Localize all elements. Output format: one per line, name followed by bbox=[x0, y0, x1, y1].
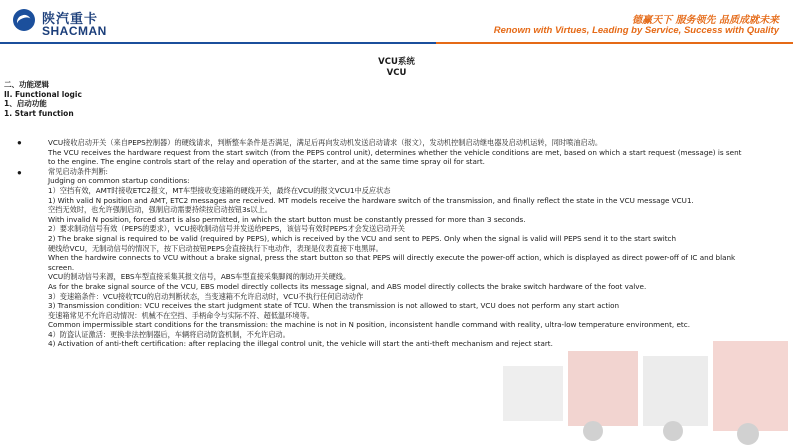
para-c2c-en: As for the brake signal source of the VCU, EBS model directly collects its message signal, and ABS model directly collects the brake switch hardware of the foot valve. bbox=[48, 281, 647, 291]
para-b1-en: The VCU receives the hardware request from the start switch (from the PEPS control unit), determines whether the vehicle conditions are met, based on which a start request (message) is sent to the engine. The engine controls start of the relay and operation of the starter, and at the same time spray oil for start. bbox=[48, 147, 742, 167]
para-c2-en: 2) The brake signal is required to be valid (required by PEPS), which is received by the VCU and sent to PEPS. Only when the signal is valid will PEPS send it to the start switch bbox=[48, 233, 677, 243]
header-bar bbox=[0, 0, 793, 42]
para-c1b-en: With invalid N position, forced start is also permitted, in which the start button must be constantly pressed for more than 3 seconds. bbox=[48, 214, 526, 224]
para-c2c-cn: VCU的制动信号来源，EBS车型直接采集其报文信号，ABS车型直接采集脚阀的制动开关硬线。 bbox=[48, 272, 351, 282]
section-sub-cn: 1、启动功能 bbox=[4, 99, 47, 108]
bullet-dot: ● bbox=[17, 138, 22, 147]
shacman-logo-icon bbox=[13, 9, 35, 31]
para-c2b-en: When the hardwire connects to VCU without a brake signal, press the start button so that PEPS will directly execute the power-off action, which is displayed as direct power-off of IC and blank screen. bbox=[48, 253, 736, 272]
para-c4-cn: 4）防盗认证激活：更换非法控制器后，车辆将启动防盗机制，不允许启动。 bbox=[48, 329, 290, 339]
para-c3b-en: Common impermissible start conditions for the transmission: the machine is not in N position, inconsistent handle command with reality, ultra-low temperature environment, etc. bbox=[48, 320, 690, 330]
para-c4-en: 4) Activation of anti-theft certification: after replacing the illegal control unit, the vehicle will start the anti-theft mechanism and reject start. bbox=[48, 339, 553, 349]
slogan-cn: 德赢天下 服务领先 品质成就未来 bbox=[632, 15, 779, 26]
section-h-cn: 二、功能逻辑 bbox=[4, 80, 49, 89]
para-c3b-cn: 变速箱常见不允许启动情况：机械不在空挡、手柄命令与实际不符、超低温环境等。 bbox=[48, 310, 314, 320]
title-cn: VCU系统 bbox=[378, 57, 415, 67]
slogan-en: Renown with Virtues, Leading by Service, Success with Quality bbox=[493, 25, 779, 36]
para-c2b-cn: 硬线给VCU，无制动信号的情况下，按下启动按钮PEPS会直接执行下电动作，表现是仪表直接下电黑屏。 bbox=[48, 243, 383, 253]
para-c1-cn: 1）空挡有效，AMT时接收ETC2报文，MT车型接收变速箱的硬线开关，最终在VCU的报文VCU1中反应状态 bbox=[48, 185, 391, 195]
body-content bbox=[48, 138, 748, 349]
brand-name-en: SHACMAN bbox=[42, 24, 107, 38]
page-title bbox=[0, 57, 793, 79]
para-b2-cn: 常见启动条件判断: bbox=[48, 166, 108, 176]
para-c1-en: 1) With valid N position and AMT, ETC2 messages are received. MT models receive the hardware switch of the transmission, and finally reflect the state in the VCU message VCU1. bbox=[48, 195, 694, 205]
para-b1-cn: VCU接收启动开关（来自PEPS控制器）的硬线请求，判断整车条件是否满足，满足后再向发动机发送启动请求（报文），发动机控制启动继电器及启动机运转，同时喷油启动。 bbox=[48, 138, 603, 147]
para-c2-cn: 2）要求制动信号有效（PEPS的要求），VCU接收制动信号并发送给PEPS，该信号有效时PEPS才会发送启动开关 bbox=[48, 224, 405, 234]
section-sub-en: 1. Start function bbox=[4, 108, 74, 118]
bullet-dot: ● bbox=[17, 168, 22, 177]
para-c3-cn: 3）变速箱条件：VCU接收TCU的启动判断状态，当变速箱不允许启动时，VCU不执行任何启动动作 bbox=[48, 291, 364, 301]
para-c1b-cn: 空挡无效时，也允许强制启动，强制启动需要持续按启动按钮3s以上。 bbox=[48, 205, 272, 215]
para-b2-en: Judging on common startup conditions: bbox=[48, 176, 190, 186]
header-divider bbox=[0, 42, 793, 44]
section-heading bbox=[4, 80, 82, 118]
section-h-en: II. Functional logic bbox=[4, 89, 82, 99]
brand-name-cn: 陕汽重卡 bbox=[42, 12, 99, 27]
title-en: VCU bbox=[386, 68, 407, 78]
para-c3-en: 3) Transmission condition: VCU receives the start judgment state of TCU. When the transmission is not allowed to start, VCU does not perform any start action bbox=[48, 301, 620, 311]
